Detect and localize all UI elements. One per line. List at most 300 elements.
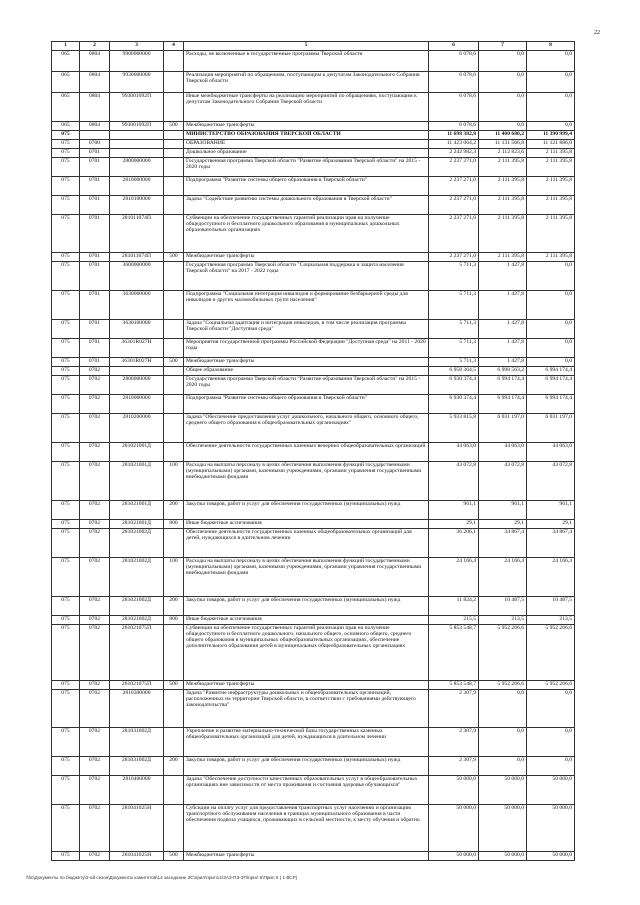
- amount-year1-cell: 5 711,3: [429, 339, 479, 358]
- amount-year3-cell: 0,0: [527, 690, 575, 728]
- column-header: 2: [80, 42, 110, 51]
- amount-year2-cell: 50 000,0: [479, 776, 527, 805]
- amount-year2-cell: 6 994 174,4: [479, 376, 527, 395]
- section-code-cell: 0702: [80, 681, 110, 690]
- amount-year1-cell: 5 711,3: [429, 262, 479, 291]
- description-cell: Государственная программа Тверской области "Развитие образования Тверской области" на 2015 - 2020 годы: [184, 158, 429, 177]
- section-code-cell: 0701: [80, 291, 110, 320]
- amount-year3-cell: 0,0: [527, 291, 575, 320]
- target-article-cell: 281021002Д: [110, 529, 164, 558]
- table-row: [52, 339, 575, 358]
- amount-year3-cell: 6 994 174,4: [527, 395, 575, 414]
- description-cell: Реализация мероприятий по обращениям, поступающим к депутатам Законодательного Собрания Тверской области: [184, 72, 429, 93]
- table-row: [52, 529, 575, 558]
- target-article-cell: 9900000000: [110, 51, 164, 72]
- amount-year3-cell: 2 111 395,8: [527, 149, 575, 158]
- amount-year1-cell: 2 237 271,0: [429, 177, 479, 196]
- code-admin-cell: 065: [52, 51, 80, 72]
- code-admin-cell: 075: [52, 558, 80, 597]
- code-admin-cell: 075: [52, 158, 80, 177]
- target-article-cell: 281021002Д: [110, 616, 164, 625]
- section-code-cell: 0804: [80, 51, 110, 72]
- code-admin-cell: 075: [52, 376, 80, 395]
- section-code-cell: 0804: [80, 72, 110, 93]
- description-cell: Задача "Обеспечение доступности качественных образовательных услуг в общеобразовательных организациях вне зависимости от места проживания и состояния здоровья обучающихся": [184, 776, 429, 805]
- amount-year3-cell: 0,0: [527, 757, 575, 776]
- target-article-cell: 2800000000: [110, 376, 164, 395]
- amount-year3-cell: 5 952 266,6: [527, 681, 575, 690]
- amount-year3-cell: 50 000,0: [527, 852, 575, 861]
- expense-type-cell: [164, 196, 184, 215]
- expense-type-cell: 500: [164, 681, 184, 690]
- table-row: [52, 367, 575, 376]
- amount-year3-cell: 2 111 395,8: [527, 158, 575, 177]
- column-header: 1: [52, 42, 80, 51]
- table-row: [52, 728, 575, 757]
- section-code-cell: 0701: [80, 339, 110, 358]
- code-admin-cell: 075: [52, 367, 80, 376]
- section-code-cell: 0702: [80, 728, 110, 757]
- amount-year2-cell: 2 111 395,8: [479, 215, 527, 253]
- target-article-cell: 36301R027Н: [110, 339, 164, 358]
- amount-year1-cell: 215,5: [429, 616, 479, 625]
- description-cell: Задача "Содействие развитию системы дошкольного образования в Тверской области": [184, 196, 429, 215]
- description-cell: Расходы на выплаты персоналу в целях обеспечения выполнения функций государственными (муниципальными) органами, казенными учреждениями, органами управления государственными внебюджетными фондами: [184, 462, 429, 501]
- expense-type-cell: 500: [164, 122, 184, 131]
- code-admin-cell: 075: [52, 395, 80, 414]
- section-code-cell: 0702: [80, 852, 110, 861]
- amount-year2-cell: 2 111 395,8: [479, 158, 527, 177]
- table-row: [52, 215, 575, 253]
- target-article-cell: 281021002Д: [110, 558, 164, 597]
- table-row: [52, 690, 575, 728]
- amount-year1-cell: 2 237 271,0: [429, 253, 479, 262]
- section-code-cell: 0701: [80, 262, 110, 291]
- amount-year1-cell: 2 242 982,3: [429, 149, 479, 158]
- amount-year1-cell: 5 711,3: [429, 320, 479, 339]
- target-article-cell: 281031002Д: [110, 757, 164, 776]
- table-row: [52, 805, 575, 852]
- target-article-cell: 281021001Д: [110, 462, 164, 501]
- description-cell: Межбюджетные трансферты: [184, 122, 429, 131]
- section-code-cell: 0702: [80, 376, 110, 395]
- description-cell: Государственная программа Тверской области "Социальная поддержка и защита населения Тверской области" на 2017 - 2022 годы: [184, 262, 429, 291]
- description-cell: Укрепление и развитие материально-технической базы государственных казенных общеобразовательных организаций для детей, нуждающихся в длительном лечении: [184, 728, 429, 757]
- description-cell: Закупка товаров, работ и услуг для обеспечения государственных (муниципальных) нужд: [184, 757, 429, 776]
- amount-year2-cell: 1 427,8: [479, 358, 527, 367]
- amount-year2-cell: 0,0: [479, 690, 527, 728]
- target-article-cell: [110, 367, 164, 376]
- target-article-cell: 2810400000: [110, 776, 164, 805]
- target-article-cell: 2810200000: [110, 414, 164, 443]
- section-code-cell: 0700: [80, 140, 110, 149]
- code-admin-cell: 075: [52, 852, 80, 861]
- amount-year1-cell: 50 000,0: [429, 776, 479, 805]
- amount-year2-cell: 24 166,4: [479, 558, 527, 597]
- amount-year1-cell: 36 206,1: [429, 529, 479, 558]
- expense-type-cell: [164, 72, 184, 93]
- expense-type-cell: [164, 529, 184, 558]
- amount-year2-cell: 10 487,5: [479, 597, 527, 616]
- amount-year1-cell: 29,1: [429, 520, 479, 529]
- section-code-cell: 0702: [80, 616, 110, 625]
- section-code-cell: 0702: [80, 558, 110, 597]
- table-row: [52, 291, 575, 320]
- expense-type-cell: [164, 177, 184, 196]
- expense-type-cell: [164, 140, 184, 149]
- description-cell: Межбюджетные трансферты: [184, 358, 429, 367]
- target-article-cell: 2810300000: [110, 690, 164, 728]
- target-article-cell: 3600000000: [110, 262, 164, 291]
- table-row: [52, 462, 575, 501]
- page-number: 22: [594, 30, 600, 36]
- expense-type-cell: [164, 149, 184, 158]
- expense-type-cell: [164, 262, 184, 291]
- amount-year3-cell: 2 111 395,8: [527, 177, 575, 196]
- section-code-cell: 0701: [80, 320, 110, 339]
- code-admin-cell: 075: [52, 625, 80, 681]
- target-article-cell: 2810100000: [110, 196, 164, 215]
- amount-year3-cell: 2 111 395,8: [527, 196, 575, 215]
- section-code-cell: 0701: [80, 253, 110, 262]
- expense-type-cell: 500: [164, 852, 184, 861]
- budget-table: [51, 41, 575, 861]
- amount-year3-cell: 0,0: [527, 122, 575, 131]
- amount-year1-cell: 50 000,0: [429, 852, 479, 861]
- expense-type-cell: [164, 376, 184, 395]
- amount-year3-cell: 44 063,0: [527, 443, 575, 462]
- amount-year2-cell: 5 952 266,6: [479, 625, 527, 681]
- expense-type-cell: 100: [164, 462, 184, 501]
- description-cell: Дошкольное образование: [184, 149, 429, 158]
- amount-year1-cell: 5 853 548,7: [429, 625, 479, 681]
- amount-year2-cell: 961,1: [479, 501, 527, 520]
- expense-type-cell: [164, 395, 184, 414]
- amount-year3-cell: 24 166,4: [527, 558, 575, 597]
- expense-type-cell: 200: [164, 757, 184, 776]
- expense-type-cell: [164, 291, 184, 320]
- description-cell: Обеспечение деятельности государственных казенных вечерних общеобразовательных организаций: [184, 443, 429, 462]
- table-row: [52, 122, 575, 131]
- section-code-cell: 0701: [80, 358, 110, 367]
- description-cell: Закупка товаров, работ и услуг для обеспечения государственных (муниципальных) нужд: [184, 597, 429, 616]
- code-admin-cell: 075: [52, 681, 80, 690]
- section-code-cell: [80, 131, 110, 140]
- target-article-cell: 993001092П: [110, 122, 164, 131]
- amount-year3-cell: 43 072,8: [527, 462, 575, 501]
- expense-type-cell: [164, 93, 184, 122]
- amount-year3-cell: 0,0: [527, 358, 575, 367]
- column-header: 7: [479, 42, 527, 51]
- file-path-footer: \\fin\Документы по бюджету\2-ой сезон\Документы комитетов\14 заседание ЗС\прил\прил14\ЗАЗ-ПЗ-ЗП\прил 5\Прил 5 ( 1 ВСР): [26, 875, 298, 880]
- expense-type-cell: [164, 443, 184, 462]
- target-article-cell: 2800000000: [110, 158, 164, 177]
- code-admin-cell: 065: [52, 122, 80, 131]
- amount-year2-cell: 11 400 680,2: [479, 131, 527, 140]
- amount-year1-cell: 50 000,0: [429, 805, 479, 852]
- section-code-cell: 0702: [80, 805, 110, 852]
- table-row: [52, 757, 575, 776]
- section-code-cell: 0701: [80, 177, 110, 196]
- table-row: [52, 158, 575, 177]
- section-code-cell: 0702: [80, 776, 110, 805]
- table-row: [52, 414, 575, 443]
- target-article-cell: 281021075П: [110, 625, 164, 681]
- amount-year3-cell: 0,0: [527, 93, 575, 122]
- amount-year2-cell: 1 427,8: [479, 339, 527, 358]
- amount-year3-cell: 50 000,0: [527, 805, 575, 852]
- section-code-cell: 0701: [80, 149, 110, 158]
- code-admin-cell: 075: [52, 805, 80, 852]
- section-code-cell: 0702: [80, 501, 110, 520]
- code-admin-cell: 075: [52, 690, 80, 728]
- target-article-cell: 281041025Н: [110, 852, 164, 861]
- description-cell: Задача "Развитие инфраструктуры дошкольных и общеобразовательных организаций, расположенных на территории Тверской области, в соответствии с требованиями действующего законодательства": [184, 690, 429, 728]
- code-admin-cell: 075: [52, 462, 80, 501]
- amount-year2-cell: 1 427,8: [479, 291, 527, 320]
- table-row: [52, 625, 575, 681]
- table-row: [52, 262, 575, 291]
- code-admin-cell: 075: [52, 291, 80, 320]
- description-cell: Межбюджетные трансферты: [184, 253, 429, 262]
- expense-type-cell: [164, 51, 184, 72]
- code-admin-cell: 075: [52, 776, 80, 805]
- section-code-cell: 0804: [80, 93, 110, 122]
- target-article-cell: [110, 140, 164, 149]
- description-cell: Иные бюджетные ассигнования: [184, 520, 429, 529]
- table-row: [52, 131, 575, 140]
- code-admin-cell: 075: [52, 196, 80, 215]
- amount-year3-cell: 2 111 395,8: [527, 215, 575, 253]
- target-article-cell: [110, 149, 164, 158]
- description-cell: Закупка товаров, работ и услуг для обеспечения государственных (муниципальных) нужд: [184, 501, 429, 520]
- target-article-cell: 281031002Д: [110, 728, 164, 757]
- table-row: [52, 558, 575, 597]
- code-admin-cell: 075: [52, 443, 80, 462]
- amount-year1-cell: 2 307,9: [429, 690, 479, 728]
- table-row: [52, 72, 575, 93]
- expense-type-cell: 200: [164, 501, 184, 520]
- column-header: 6: [429, 42, 479, 51]
- table-row: [52, 253, 575, 262]
- amount-year3-cell: 11 390 999,4: [527, 131, 575, 140]
- amount-year2-cell: 6 994 174,4: [479, 395, 527, 414]
- amount-year1-cell: 6 930 374,4: [429, 395, 479, 414]
- code-admin-cell: 075: [52, 728, 80, 757]
- table-row: [52, 376, 575, 395]
- section-code-cell: 0701: [80, 215, 110, 253]
- expense-type-cell: [164, 215, 184, 253]
- section-code-cell: 0804: [80, 122, 110, 131]
- amount-year2-cell: 43 072,8: [479, 462, 527, 501]
- code-admin-cell: 075: [52, 320, 80, 339]
- amount-year1-cell: 961,1: [429, 501, 479, 520]
- code-admin-cell: 075: [52, 215, 80, 253]
- amount-year3-cell: 0,0: [527, 72, 575, 93]
- target-article-cell: 3630000000: [110, 291, 164, 320]
- target-article-cell: 2810000000: [110, 177, 164, 196]
- table-row: [52, 597, 575, 616]
- amount-year2-cell: 29,1: [479, 520, 527, 529]
- amount-year2-cell: 11 131 566,8: [479, 140, 527, 149]
- section-code-cell: 0702: [80, 443, 110, 462]
- description-cell: Подпрограмма "Развитие системы общего образования в Тверской области": [184, 395, 429, 414]
- expense-type-cell: [164, 414, 184, 443]
- amount-year2-cell: 1 427,8: [479, 320, 527, 339]
- description-cell: Задача "Социальная адаптация и интеграция инвалидов, в том числе реализация программы Тверской области "Доступная среда": [184, 320, 429, 339]
- amount-year2-cell: 44 063,0: [479, 443, 527, 462]
- table-row: [52, 177, 575, 196]
- description-cell: Мероприятия государственной программы Российской Федерации "Доступная среда" на 2011 - 2020 годы: [184, 339, 429, 358]
- amount-year3-cell: 11 121 886,0: [527, 140, 575, 149]
- expense-type-cell: 100: [164, 558, 184, 597]
- amount-year1-cell: 6 930 374,4: [429, 376, 479, 395]
- amount-year1-cell: 6 078,6: [429, 51, 479, 72]
- code-admin-cell: 075: [52, 140, 80, 149]
- target-article-cell: 281011074П: [110, 253, 164, 262]
- amount-year1-cell: 6 958 364,5: [429, 367, 479, 376]
- expense-type-cell: [164, 690, 184, 728]
- target-article-cell: 9930000000: [110, 72, 164, 93]
- code-admin-cell: 065: [52, 72, 80, 93]
- amount-year2-cell: 50 000,0: [479, 805, 527, 852]
- section-code-cell: 0702: [80, 395, 110, 414]
- amount-year2-cell: 1 427,8: [479, 262, 527, 291]
- section-code-cell: 0701: [80, 196, 110, 215]
- amount-year3-cell: 34 867,4: [527, 529, 575, 558]
- expense-type-cell: [164, 320, 184, 339]
- target-article-cell: 281021001Д: [110, 501, 164, 520]
- amount-year3-cell: 0,0: [527, 51, 575, 72]
- amount-year2-cell: 2 111 395,8: [479, 196, 527, 215]
- description-cell: Обеспечение деятельности государственных казенных общеобразовательных организаций для детей, нуждающихся в длительном лечении: [184, 529, 429, 558]
- amount-year3-cell: 213,5: [527, 616, 575, 625]
- code-admin-cell: 075: [52, 597, 80, 616]
- amount-year3-cell: 0,0: [527, 339, 575, 358]
- target-article-cell: 281021001Д: [110, 520, 164, 529]
- amount-year2-cell: 0,0: [479, 51, 527, 72]
- description-cell: Расходы, не включенные в государственные программы Тверской области: [184, 51, 429, 72]
- code-admin-cell: 075: [52, 501, 80, 520]
- amount-year1-cell: 6 078,6: [429, 72, 479, 93]
- amount-year1-cell: 2 237 271,0: [429, 215, 479, 253]
- expense-type-cell: [164, 625, 184, 681]
- code-admin-cell: 075: [52, 339, 80, 358]
- amount-year1-cell: 2 307,9: [429, 728, 479, 757]
- amount-year1-cell: 5 711,3: [429, 291, 479, 320]
- amount-year2-cell: 34 867,4: [479, 529, 527, 558]
- expense-type-cell: 500: [164, 253, 184, 262]
- amount-year1-cell: 11 423 064,2: [429, 140, 479, 149]
- amount-year1-cell: 6 078,6: [429, 122, 479, 131]
- code-admin-cell: 075: [52, 131, 80, 140]
- expense-type-cell: [164, 805, 184, 852]
- table-row: [52, 520, 575, 529]
- table-row: [52, 196, 575, 215]
- amount-year2-cell: 50 000,0: [479, 852, 527, 861]
- code-admin-cell: 075: [52, 520, 80, 529]
- table-row: [52, 501, 575, 520]
- amount-year2-cell: 0,0: [479, 757, 527, 776]
- amount-year3-cell: 0,0: [527, 262, 575, 291]
- table-row: [52, 776, 575, 805]
- section-code-cell: 0701: [80, 158, 110, 177]
- amount-year2-cell: 2 112 823,6: [479, 149, 527, 158]
- description-cell: Субсидии на оплату услуг для предоставления транспортных услуг населению и организацию транспортного обслуживания населения в границах муниципального образования в части обеспечения подвоза учащихся, проживающих в сельской местности, к месту обучения и обратно: [184, 805, 429, 852]
- table-row: [52, 358, 575, 367]
- target-article-cell: 2810000000: [110, 395, 164, 414]
- amount-year3-cell: 961,1: [527, 501, 575, 520]
- target-article-cell: 281011074П: [110, 215, 164, 253]
- amount-year1-cell: 2 237 271,0: [429, 196, 479, 215]
- amount-year2-cell: 0,0: [479, 728, 527, 757]
- code-admin-cell: 075: [52, 757, 80, 776]
- target-article-cell: 281041025Н: [110, 805, 164, 852]
- table-row: [52, 443, 575, 462]
- code-admin-cell: 075: [52, 414, 80, 443]
- expense-type-cell: [164, 158, 184, 177]
- amount-year2-cell: 6 031 197,0: [479, 414, 527, 443]
- target-article-cell: 281021002Д: [110, 597, 164, 616]
- code-admin-cell: 075: [52, 149, 80, 158]
- code-admin-cell: 075: [52, 262, 80, 291]
- code-admin-cell: 075: [52, 177, 80, 196]
- amount-year1-cell: 5 711,3: [429, 358, 479, 367]
- expense-type-cell: [164, 776, 184, 805]
- section-code-cell: 0702: [80, 462, 110, 501]
- section-code-cell: 0702: [80, 625, 110, 681]
- amount-year1-cell: 24 166,4: [429, 558, 479, 597]
- table-row: [52, 51, 575, 72]
- description-cell: Задача "Обеспечение предоставления услуг дошкольного, начального общего, основного общего, среднего общего образования в общеобразовательных организациях": [184, 414, 429, 443]
- amount-year1-cell: 44 063,0: [429, 443, 479, 462]
- amount-year3-cell: 0,0: [527, 320, 575, 339]
- description-cell: Субвенции на обеспечение государственных гарантий реализации прав на получение общедоступного и бесплатного дошкольного образования в муниципальных дошкольных образовательных организациях: [184, 215, 429, 253]
- description-cell: ОБРАЗОВАНИЕ: [184, 140, 429, 149]
- code-admin-cell: 075: [52, 616, 80, 625]
- column-header: 3: [110, 42, 164, 51]
- amount-year1-cell: 43 072,8: [429, 462, 479, 501]
- amount-year1-cell: 6 078,6: [429, 93, 479, 122]
- expense-type-cell: [164, 728, 184, 757]
- amount-year3-cell: 6 994 174,4: [527, 367, 575, 376]
- amount-year3-cell: 10 487,5: [527, 597, 575, 616]
- amount-year1-cell: 11 824,2: [429, 597, 479, 616]
- expense-type-cell: 800: [164, 520, 184, 529]
- amount-year1-cell: 5 933 815,8: [429, 414, 479, 443]
- amount-year1-cell: 11 698 382,8: [429, 131, 479, 140]
- section-code-cell: 0702: [80, 367, 110, 376]
- amount-year3-cell: 0,0: [527, 728, 575, 757]
- section-code-cell: 0702: [80, 757, 110, 776]
- code-admin-cell: 075: [52, 358, 80, 367]
- table-row: [52, 149, 575, 158]
- table-row: [52, 93, 575, 122]
- code-admin-cell: 065: [52, 93, 80, 122]
- code-admin-cell: 075: [52, 253, 80, 262]
- description-cell: Общее образование: [184, 367, 429, 376]
- target-article-cell: [110, 131, 164, 140]
- table-row: [52, 616, 575, 625]
- section-code-cell: 0702: [80, 597, 110, 616]
- expense-type-cell: [164, 339, 184, 358]
- section-code-cell: 0702: [80, 520, 110, 529]
- code-admin-cell: 075: [52, 529, 80, 558]
- expense-type-cell: 500: [164, 358, 184, 367]
- amount-year1-cell: 2 237 271,0: [429, 158, 479, 177]
- description-cell: Подпрограмма "Развитие системы общего образования в Тверской области": [184, 177, 429, 196]
- section-code-cell: 0702: [80, 414, 110, 443]
